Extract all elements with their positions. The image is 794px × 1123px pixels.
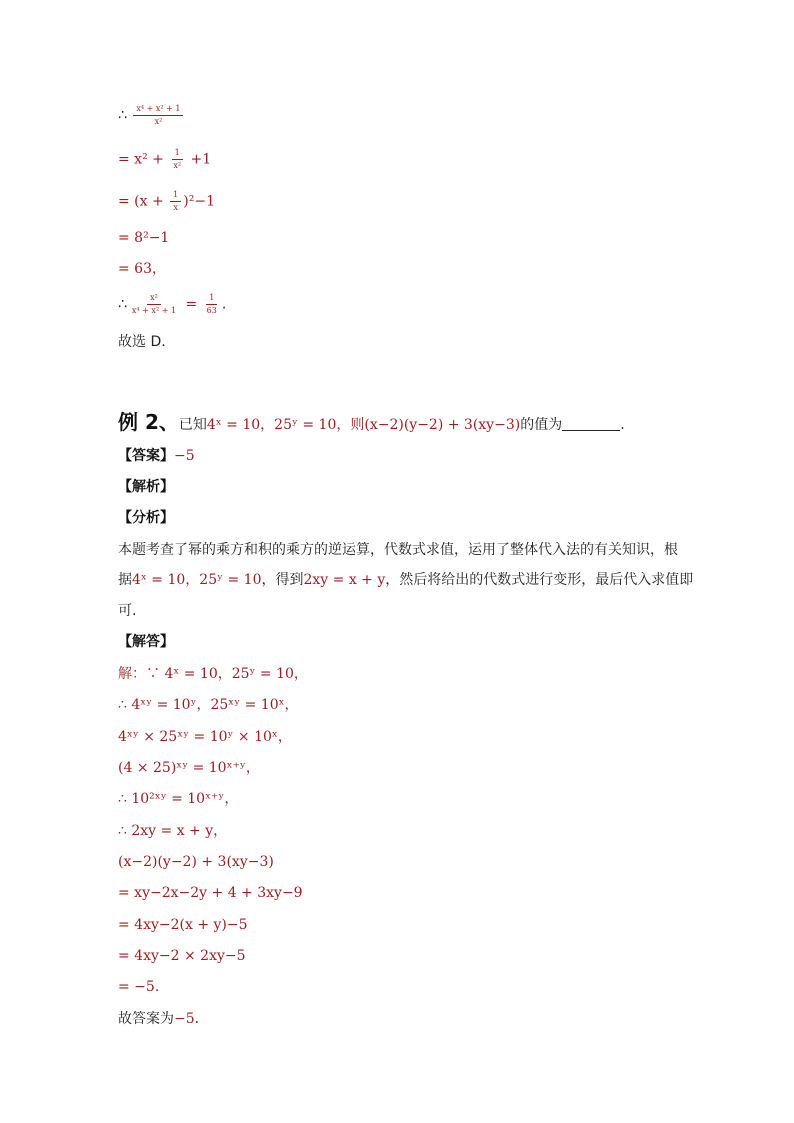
sol1-choice: 故选 D.: [118, 334, 166, 350]
expr-text: = x² +: [118, 151, 169, 168]
fraction-expression: [170, 190, 181, 213]
example-2-question: [118, 410, 625, 437]
solution-step: = xy−2x−2y + 4 + 3xy−9: [118, 885, 303, 901]
solution-step: = 4xy−2 × 2xy−5: [118, 948, 246, 964]
solution-step: ∴ 2xy = x + y，: [118, 823, 228, 839]
conclusion-text: .: [194, 1011, 200, 1027]
sol1-line-4: = 8²−1: [118, 230, 170, 246]
solution-step: 解：∵ 4ˣ = 10，25ʸ = 10，: [118, 666, 308, 682]
expr-text: )²−1: [183, 193, 215, 210]
analysis-expression: 2xy = x + y: [303, 572, 386, 588]
sol1-line-3: [118, 190, 215, 213]
expr-text: = (x +: [118, 193, 169, 210]
expr-text: .: [221, 296, 227, 313]
question-text: .: [620, 417, 625, 433]
analysis-text: ，然后将给出的代数式进行变形，最后代入求值即: [385, 572, 694, 588]
answer-value: −5: [174, 448, 195, 464]
answer-line: [118, 447, 195, 465]
fenxi-tag: 【分析】: [118, 510, 174, 526]
analysis-text: 据: [118, 572, 132, 588]
solution-step: ∴ 4ˣʸ = 10ʸ，25ˣʸ = 10ˣ，: [118, 697, 299, 713]
conclusion-line: [118, 1010, 199, 1028]
analysis-line-3: 可.: [118, 603, 137, 619]
analysis-line-2: [118, 571, 693, 589]
fraction-denominator: x²: [154, 117, 163, 126]
solution-step: = 4xy−2(x + y)−5: [118, 917, 248, 933]
fraction-expression: [170, 148, 184, 171]
fraction-expression: [133, 104, 183, 127]
jiexi-tag: 【解析】: [118, 479, 174, 495]
conclusion-value: −5: [174, 1011, 195, 1027]
example-label: 例 2、: [118, 410, 179, 434]
answer-tag: 【答案】: [118, 448, 174, 464]
therefore-symbol: ∴: [118, 107, 127, 124]
fraction-denominator: x: [173, 203, 178, 212]
sol1-line-2: [118, 148, 211, 171]
analysis-expression: 4ˣ = 10，25ʸ = 10: [132, 572, 262, 588]
fraction-numerator: x²: [147, 293, 161, 305]
therefore-symbol: ∴: [118, 296, 127, 313]
expr-text: =: [181, 296, 202, 313]
fraction-numerator: x⁴ + x² + 1: [133, 104, 183, 116]
solution-step: 4ˣʸ × 25ˣʸ = 10ʸ × 10ˣ，: [118, 729, 292, 745]
jieda-tag: 【解答】: [118, 634, 174, 650]
fraction-expression: [129, 293, 179, 316]
analysis-line-1: 本题考查了幂的乘方和积的乘方的逆运算，代数式求值，运用了整体代入法的有关知识，根: [118, 542, 678, 558]
fraction-numerator: 1: [172, 148, 183, 160]
answer-blank: [562, 416, 620, 431]
sol1-line-5: = 63，: [118, 261, 166, 277]
question-text: 已知: [178, 417, 207, 433]
solution-step: (4 × 25)ˣʸ = 10ˣ⁺ʸ，: [118, 760, 260, 776]
conclusion-text: 故答案为: [118, 1011, 174, 1027]
fraction-numerator: 1: [206, 293, 217, 305]
expr-text: +1: [186, 151, 212, 168]
fraction-denominator: x⁴ + x² + 1: [131, 306, 177, 315]
analysis-text: ，得到: [261, 572, 304, 588]
fraction-numerator: 1: [170, 190, 181, 202]
question-text: 的值为: [520, 417, 563, 433]
solution-step: ∴ 10²ˣʸ = 10ˣ⁺ʸ，: [118, 791, 239, 807]
fraction-expression: [204, 293, 220, 316]
fraction-denominator: x²: [173, 161, 182, 170]
sol1-line-6: [118, 293, 226, 316]
solution-step: = −5.: [118, 979, 160, 995]
fraction-denominator: 63: [206, 306, 217, 315]
solution-step: (x−2)(y−2) + 3(xy−3): [118, 854, 274, 870]
sol1-line-1: [118, 104, 185, 127]
question-expression: 4ˣ = 10，25ʸ = 10，则(x−2)(y−2) + 3(xy−3): [206, 417, 521, 433]
